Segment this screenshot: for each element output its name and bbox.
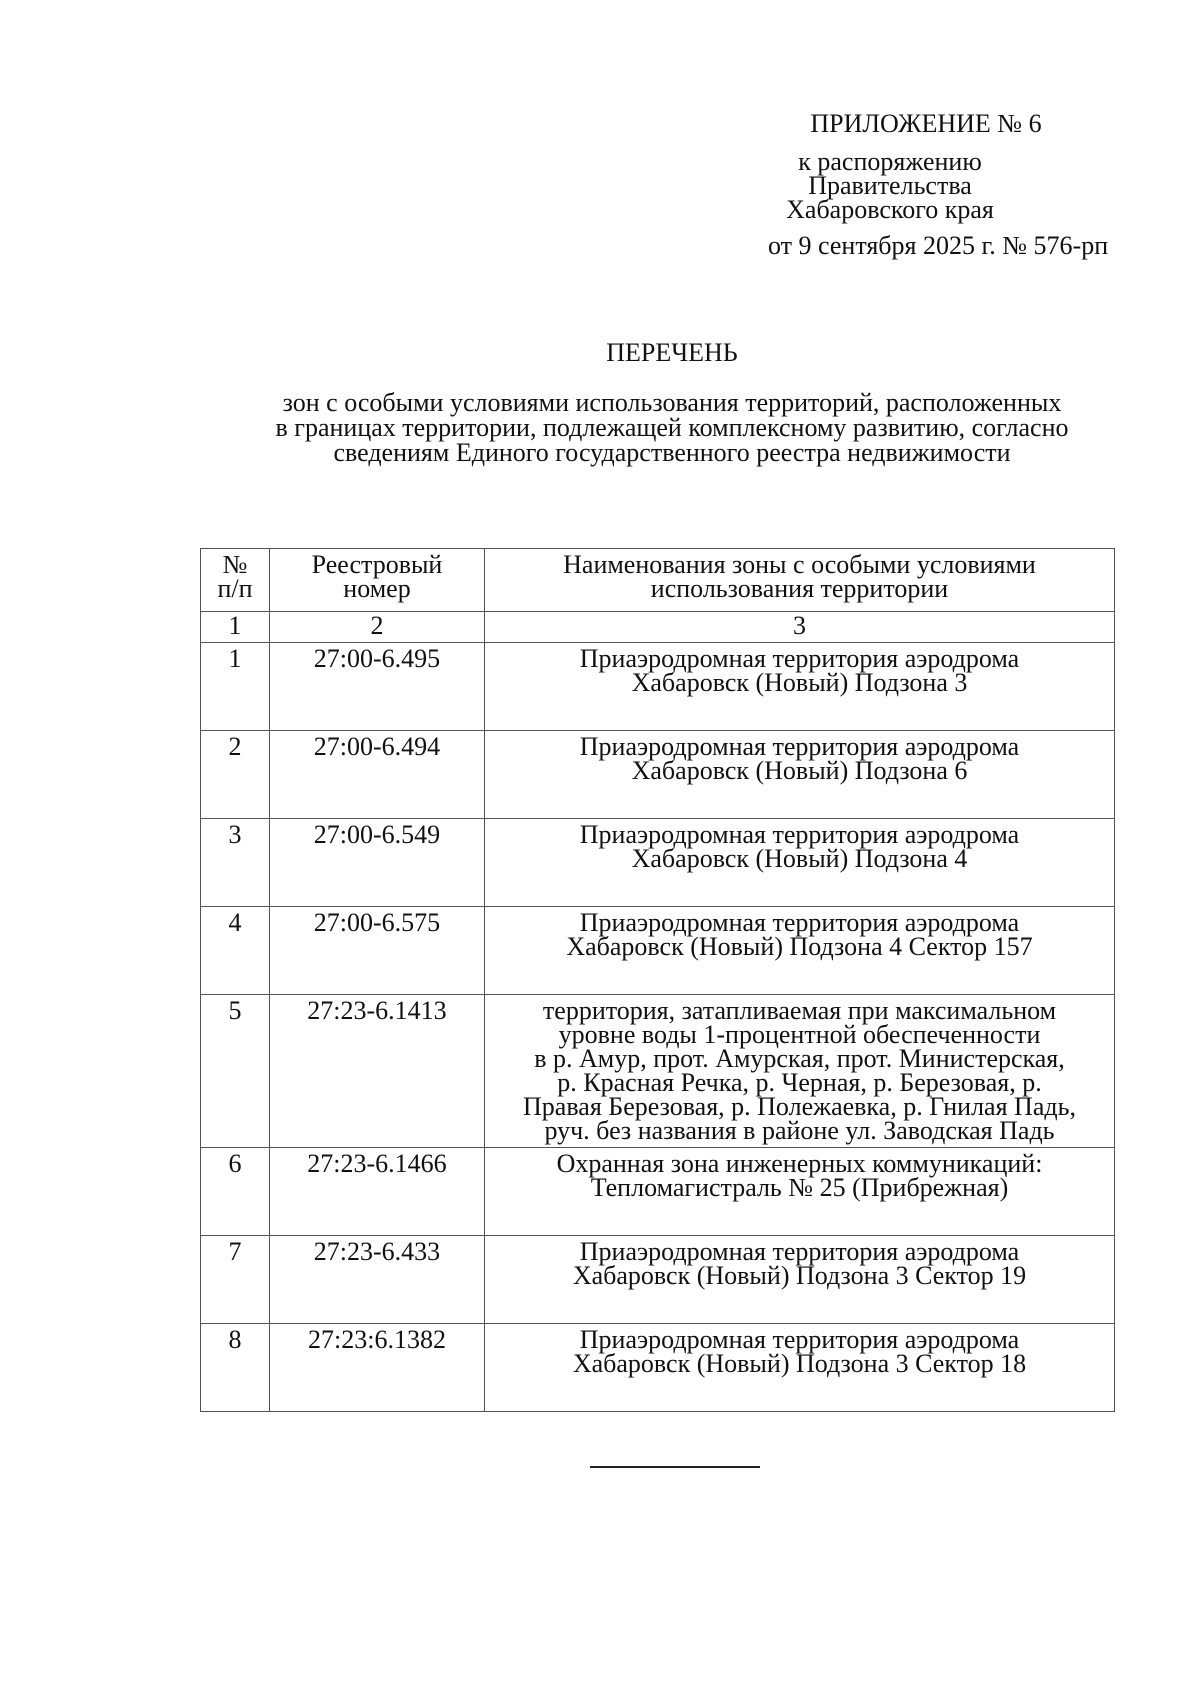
header-zone-name-line: использования территории [650,574,949,603]
table-row [201,731,1115,819]
row-number: 8 [201,1324,270,1412]
end-divider [590,1466,760,1468]
zone-name [485,1236,1115,1324]
zone-name-line: Охранная зона инженерных коммуникаций: [556,1149,1043,1178]
registry-number: 27:23:6.1382 [270,1324,485,1412]
zone-name-line: р. Красная Речка, р. Черная, р. Березовая, р. [557,1068,1042,1097]
table-row [201,1324,1115,1412]
zone-name-line: Хабаровск (Новый) Подзона 4 [631,844,968,873]
table-header-row [201,549,1115,612]
zone-name-line: Приаэродромная территория аэродрома [579,1237,1020,1266]
header-number-line: № [222,550,248,579]
row-number: 2 [201,731,270,819]
zone-name-line: Тепломагистраль № 25 (Прибрежная) [590,1173,1009,1202]
appendix-title: ПРИЛОЖЕНИЕ № 6 [810,109,1042,138]
zone-name [485,907,1115,995]
zone-name-line: Хабаровск (Новый) Подзона 6 [631,756,968,785]
table-row [201,1148,1115,1236]
zone-name-line: Хабаровск (Новый) Подзона 3 Сектор 18 [572,1349,1027,1378]
row-number: 3 [201,819,270,907]
table-row [201,995,1115,1148]
header-number-line: п/п [217,574,253,603]
zone-name [485,1148,1115,1236]
document-subtitle [200,390,1144,465]
header-zone-name [485,549,1115,612]
zone-name-line: в р. Амур, прот. Амурская, прот. Министерская, [534,1044,1065,1073]
subtitle-line: зон с особыми условиями использования территорий, расположенных [282,388,1062,417]
zone-name-line: Приаэродромная территория аэродрома [579,644,1020,673]
row-number: 6 [201,1148,270,1236]
zone-name-line: Правая Березовая, р. Полежаевка, р. Гнилая Падь, [523,1092,1076,1121]
row-number: 5 [201,995,270,1148]
zone-name-line: Приаэродромная территория аэродрома [579,732,1020,761]
row-number: 7 [201,1236,270,1324]
registry-number: 27:23-6.1466 [270,1148,485,1236]
document-title: ПЕРЕЧЕНЬ [606,338,738,367]
row-number: 1 [201,643,270,731]
appendix-government: Правительства [808,171,972,200]
registry-number: 27:23-6.433 [270,1236,485,1324]
zone-name-line: территория, затапливаемая при максимальном [542,996,1057,1025]
registry-number: 27:00-6.549 [270,819,485,907]
registry-number: 27:00-6.575 [270,907,485,995]
header-registry-line: номер [343,574,411,603]
zone-name-line: Приаэродромная территория аэродрома [579,908,1020,937]
zone-name [485,731,1115,819]
row-number: 4 [201,907,270,995]
registry-number: 27:00-6.495 [270,643,485,731]
subtitle-line: в границах территории, подлежащей комплексному развитию, согласно [275,413,1069,442]
zone-name-line: Хабаровск (Новый) Подзона 3 [631,668,968,697]
column-number: 3 [485,612,1115,643]
header-number [201,549,270,612]
header-registry [270,549,485,612]
table-row [201,907,1115,995]
column-number: 2 [270,612,485,643]
appendix-date: от 9 сентября 2025 г. № 576-рп [768,231,1109,260]
zone-name-line: Приаэродромная территория аэродрома [579,1325,1020,1354]
registry-number: 27:00-6.494 [270,731,485,819]
zone-name-line: уровне воды 1-процентной обеспеченности [558,1020,1041,1049]
zone-name [485,995,1115,1148]
appendix-region: Хабаровского края [786,195,994,224]
appendix-reference: к распоряжению [798,147,982,176]
zone-name [485,1324,1115,1412]
zone-name [485,819,1115,907]
subtitle-line: сведениям Единого государственного реестра недвижимости [333,438,1011,467]
table-row [201,1236,1115,1324]
column-number: 1 [201,612,270,643]
header-registry-line: Реестровый [311,550,443,579]
zone-name-line: Хабаровск (Новый) Подзона 3 Сектор 19 [572,1261,1027,1290]
zone-name-line: Хабаровск (Новый) Подзона 4 Сектор 157 [566,932,1033,961]
registry-number: 27:23-6.1413 [270,995,485,1148]
zone-name [485,643,1115,731]
zone-name-line: Приаэродромная территория аэродрома [579,820,1020,849]
table-row [201,819,1115,907]
zones-table [200,548,1115,1412]
table-row [201,643,1115,731]
zone-name-line: руч. без названия в районе ул. Заводская Падь [544,1116,1055,1145]
column-number-row [201,612,1115,643]
header-zone-name-line: Наименования зоны с особыми условиями [563,550,1036,579]
